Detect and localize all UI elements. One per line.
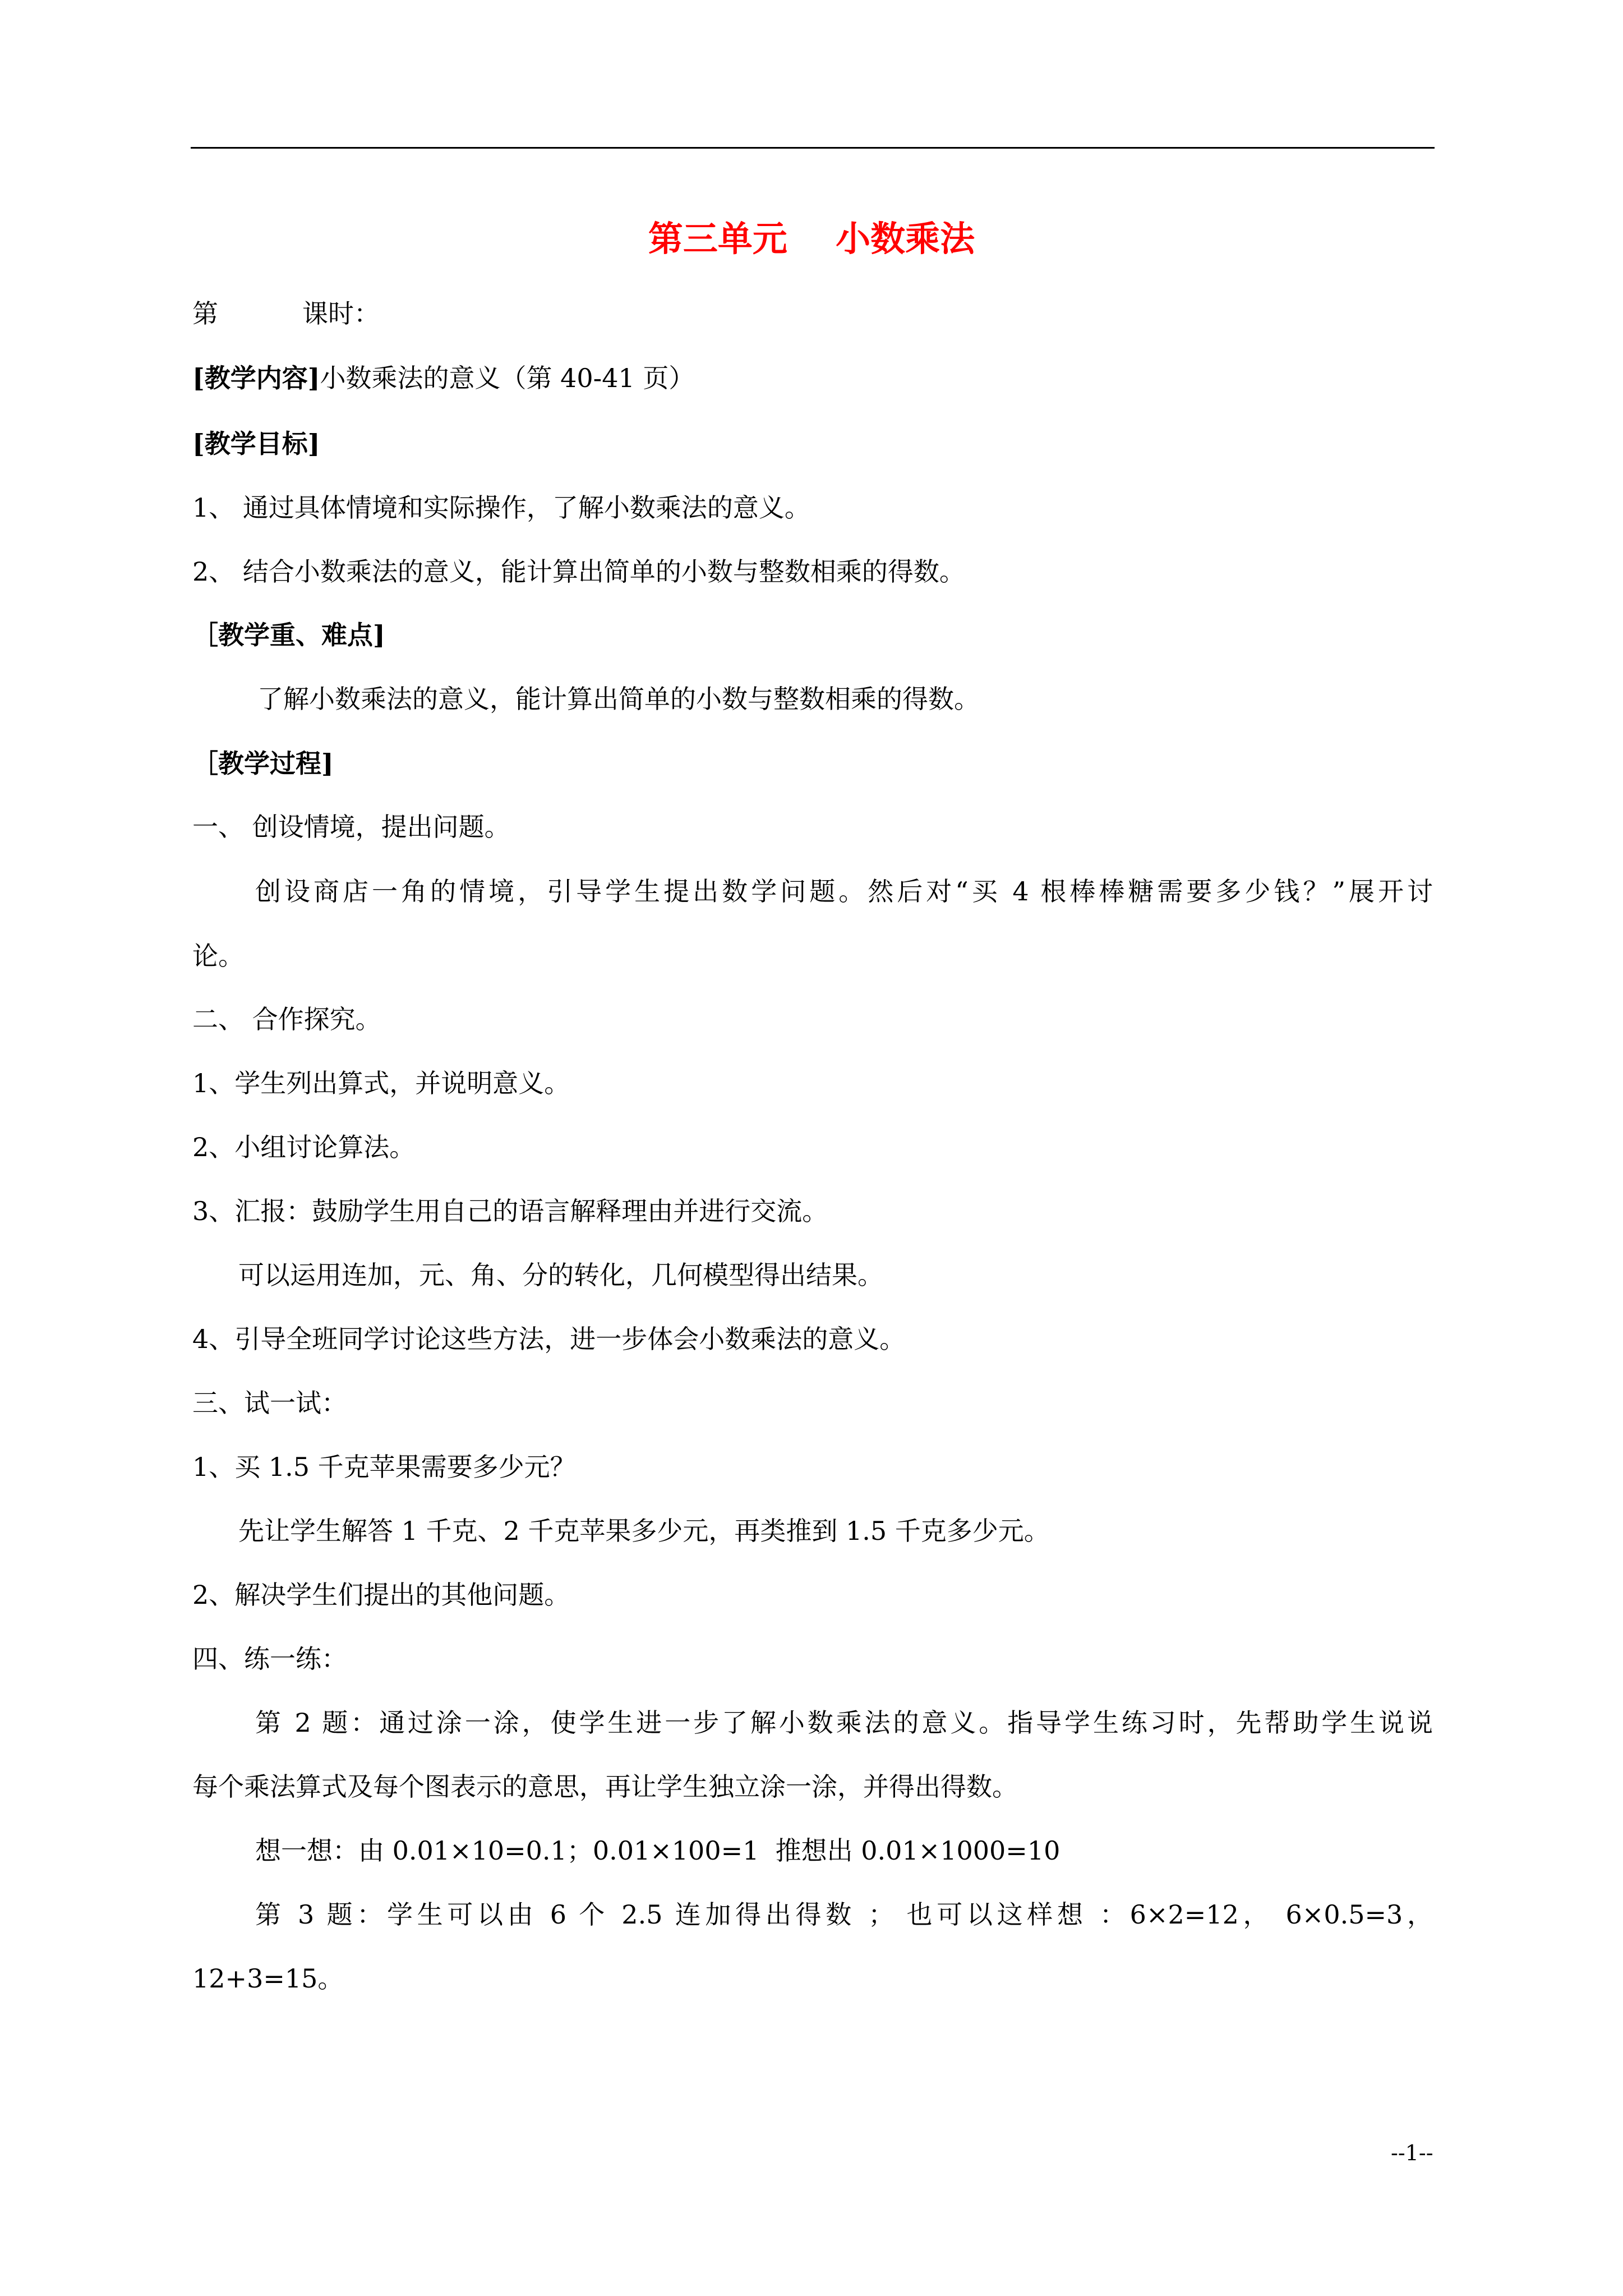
section2-item: 4、引导全班同学讨论这些方法，进一步体会小数乘法的意义。 [192,1324,906,1354]
lesson-period-suffix: 课时： [302,298,380,329]
section1-paragraph-line2: 论。 [192,941,244,971]
lesson-period [192,295,380,332]
goal-item: 2、 结合小数乘法的意义，能计算出简单的小数与整数相乘的得数。 [192,556,965,587]
page-title: 第三单元 小数乘法 [648,218,975,259]
page-number: --1-- [1391,2141,1433,2165]
lesson-content [192,360,694,397]
process-heading: ［教学过程] [192,748,334,779]
section4-title: 四、练一练： [192,1644,347,1674]
focus-heading: ［教学重、难点] [192,620,385,650]
focus-text: 了解小数乘法的意义，能计算出简单的小数与整数相乘的得数。 [257,684,980,714]
lesson-period-prefix: 第 [192,298,218,329]
section1-paragraph-line1: 创设商店一角的情境，引导学生提出数学问题。然后对“买 4 根棒棒糖需要多少钱？”展开讨 [255,876,1433,907]
section4-q3-line2: 12+3=15。 [192,1963,344,1994]
section3-note: 先让学生解答 1 千克、2 千克苹果多少元，再类推到 1.5 千克多少元。 [238,1516,1050,1546]
section2-title: 二、 合作探究。 [192,1004,381,1034]
content-label: [教学内容] [192,363,320,393]
section1-title: 一、 创设情境，提出问题。 [192,812,510,842]
section4-q3-line1: 第 3 题：学生可以由 6 个 2.5 连加得出得数 ； 也可以这样想 ：6×2=12， 6×0.5=3， [255,1899,1433,1930]
goals-heading: [教学目标] [192,429,320,459]
header-rule [191,147,1435,149]
section4-q2-line1: 第 2 题：通过涂一涂，使学生进一步了解小数乘法的意义。指导学生练习时，先帮助学生说说 [255,1708,1433,1738]
section3-title: 三、试一试： [192,1388,347,1418]
section2-note: 可以运用连加，元、角、分的转化，几何模型得出结果。 [238,1260,883,1290]
goal-item: 1、 通过具体情境和实际操作，了解小数乘法的意义。 [192,493,810,523]
content-text: 小数乘法的意义（第 40-41 页） [320,363,695,393]
section3-item: 2、解决学生们提出的其他问题。 [192,1580,570,1610]
section2-item: 3、汇报：鼓励学生用自己的语言解释理由并进行交流。 [192,1196,828,1226]
section4-q2-line2: 每个乘法算式及每个图表示的意思，再让学生独立涂一涂，并得出得数。 [192,1772,1018,1802]
section3-item: 1、买 1.5 千克苹果需要多少元？ [192,1452,576,1482]
section2-item: 2、小组讨论算法。 [192,1132,416,1162]
section2-item: 1、学生列出算式，并说明意义。 [192,1068,570,1098]
section4-think: 想一想：由 0.01×10=0.1；0.01×100=1 推想出 0.01×1000=10 [255,1835,1061,1866]
